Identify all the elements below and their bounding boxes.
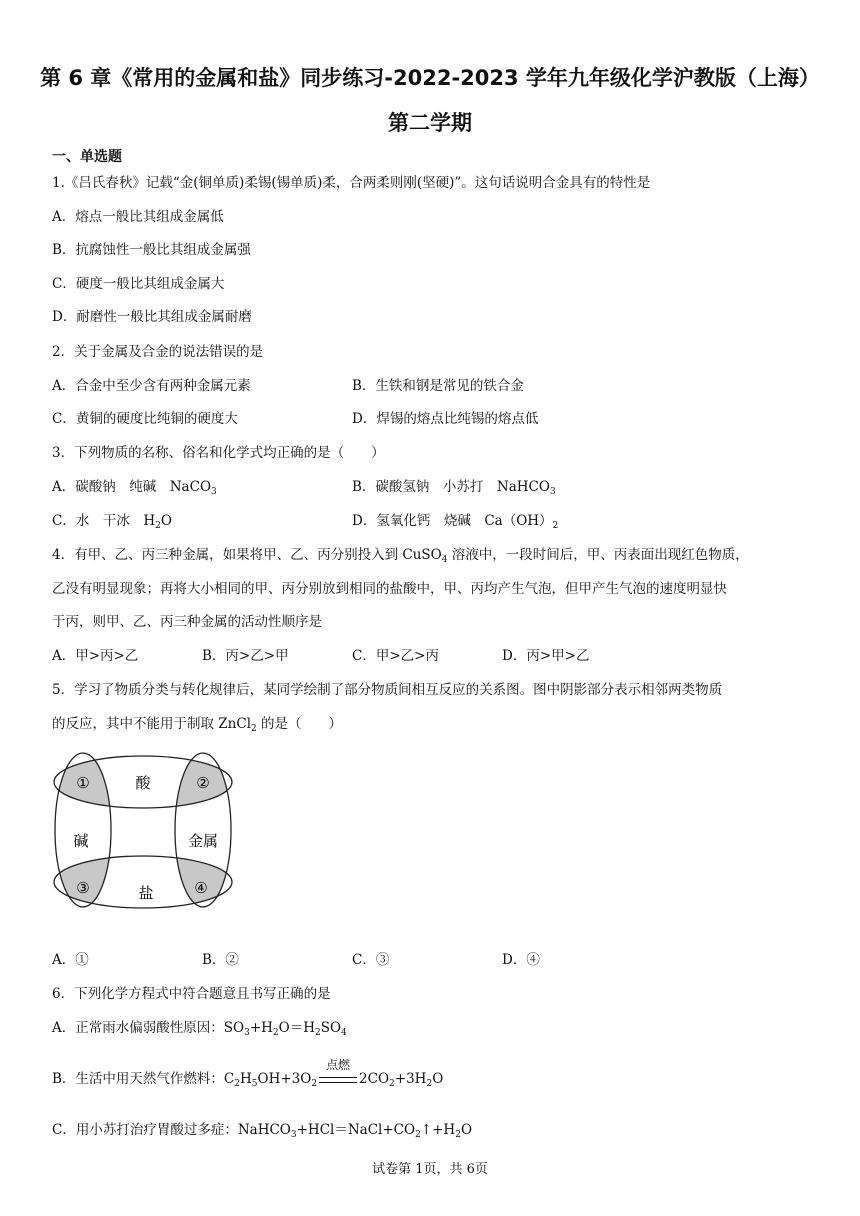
q3-option-c: C．水 干冰 $H_2O$ bbox=[52, 513, 172, 531]
label-salt: 盐 bbox=[138, 884, 154, 902]
q3-stem: 3．下列物质的名称、俗名和化学式均正确的是（ ） bbox=[52, 445, 385, 461]
q2-stem: 2．关于金属及合金的说法错误的是 bbox=[52, 344, 264, 360]
q4-stem-line2: 乙没有明显现象；再将大小相同的甲、丙分别放到相同的盐酸中，甲、丙均产生气泡，但甲产生气泡的速度明显快 bbox=[52, 581, 727, 597]
q6-stem: 6．下列化学方程式中符合题意且书写正确的是 bbox=[52, 986, 331, 1002]
q4-option-a: A．甲>丙>乙 bbox=[52, 648, 139, 664]
q6-option-c: C．用小苏打治疗胃酸过多症：$NaHCO_3+HCl=NaCl+CO_2↑+H_2O$ bbox=[52, 1122, 473, 1140]
q1-option-a: A．熔点一般比其组成金属低 bbox=[52, 209, 224, 225]
reaction-condition: 点燃 bbox=[317, 1070, 359, 1088]
q4-option-c: C．甲>乙>丙 bbox=[352, 648, 439, 664]
q5-stem-line1: 5．学习了物质分类与转化规律后，某同学绘制了部分物质间相互反应的关系图。图中阴影部分表示相邻两类物质 bbox=[52, 682, 723, 698]
q5-option-d: D．④ bbox=[502, 952, 540, 968]
q2-option-b: B．生铁和钢是常见的铁合金 bbox=[352, 378, 524, 394]
q4-option-d: D．丙>甲>乙 bbox=[502, 648, 590, 664]
q5-stem-line2: 的反应，其中不能用于制取 ZnCl$_2$ 的是（ ） bbox=[52, 716, 343, 734]
q4-stem-line1: 4．有甲、乙、丙三种金属，如果将甲、乙、丙分别投入到 CuSO$_4$ 溶液中，一段时间后，甲、丙表面出现红色物质， bbox=[52, 547, 749, 565]
q2-option-a: A．合金中至少含有两种金属元素 bbox=[52, 378, 251, 394]
marker-1: ① bbox=[76, 774, 90, 792]
marker-4: ④ bbox=[194, 879, 208, 897]
page-title-line1: 第 6 章《常用的金属和盐》同步练习-2022-2023 学年九年级化学沪教版（上海） bbox=[40, 66, 820, 90]
label-acid: 酸 bbox=[135, 774, 151, 792]
q5-option-b: B．② bbox=[202, 952, 239, 968]
marker-3: ③ bbox=[76, 879, 90, 897]
reaction-relationship-diagram bbox=[52, 752, 234, 914]
q2-option-c: C．黄铜的硬度比纯铜的硬度大 bbox=[52, 411, 238, 427]
q3-option-b: B．碳酸氢钠 小苏打 NaHCO$_3$ bbox=[352, 479, 556, 497]
q3-option-a: A．碳酸钠 纯碱 NaCO$_3$ bbox=[52, 479, 217, 497]
marker-2: ② bbox=[196, 774, 210, 792]
label-metal: 金属 bbox=[187, 832, 219, 850]
q1-option-b: B．抗腐蚀性一般比其组成金属强 bbox=[52, 242, 251, 258]
q2-option-d: D．焊锡的熔点比纯锡的熔点低 bbox=[352, 411, 539, 427]
q6-option-a: A．正常雨水偏弱酸性原因：$SO_3+H_2O=H_2SO_4$ bbox=[52, 1020, 347, 1038]
page-title-line2: 第二学期 bbox=[388, 111, 472, 135]
q1-stem: 1.《吕氏春秋》记载“金(铜单质)柔锡(锡单质)柔，合两柔则刚(坚硬)”。这句话说明合金具有的特性是 bbox=[52, 175, 651, 191]
q1-option-d: D．耐磨性一般比其组成金属耐磨 bbox=[52, 309, 252, 325]
q4-option-b: B．丙>乙>甲 bbox=[202, 648, 289, 664]
q6-option-b: B．生活中用天然气作燃料：$C_2H_5OH+3O_2$ 点燃 $2CO_2+3H_2O$ bbox=[52, 1058, 444, 1089]
q3-option-d: D．氢氧化钙 烧碱 $Ca(OH)_2$ bbox=[352, 513, 559, 531]
page-footer: 试卷第 1页，共 6页 bbox=[372, 1162, 488, 1177]
q5-option-c: C．③ bbox=[352, 952, 390, 968]
q5-option-a: A．① bbox=[52, 952, 89, 968]
section-heading: 一、单选题 bbox=[52, 149, 122, 165]
q1-option-c: C．硬度一般比其组成金属大 bbox=[52, 276, 225, 292]
q4-stem-line3: 于丙，则甲、乙、丙三种金属的活动性顺序是 bbox=[52, 614, 322, 630]
label-base: 碱 bbox=[73, 832, 89, 850]
